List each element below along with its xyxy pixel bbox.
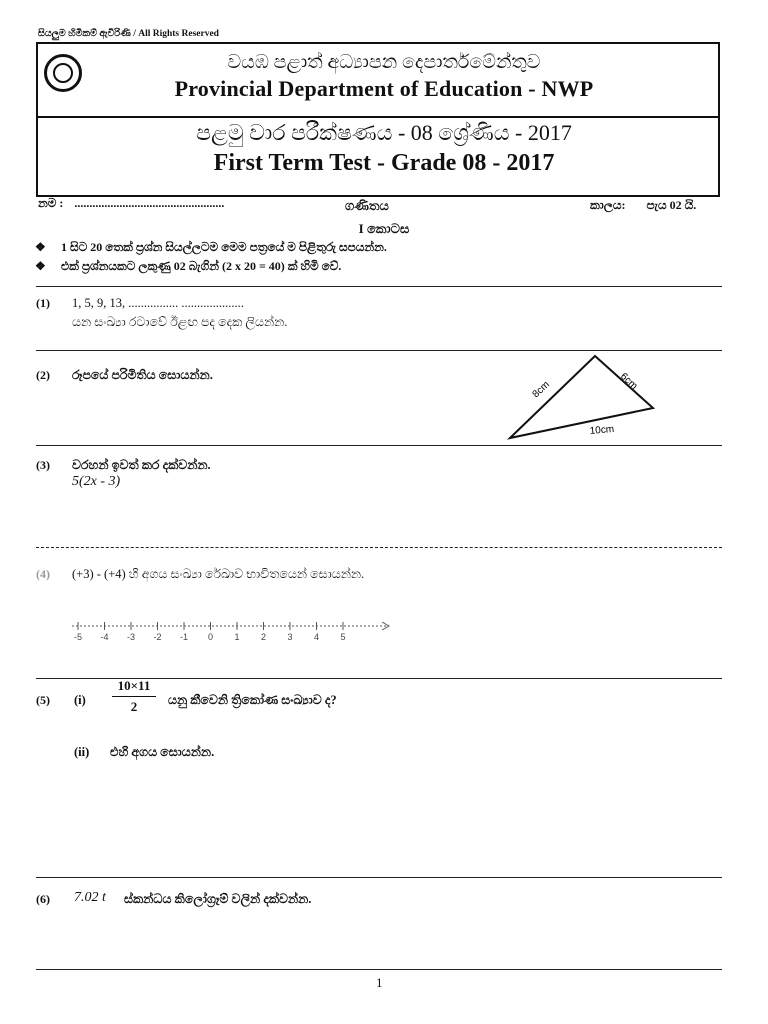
question-2-number: (2) (36, 368, 50, 382)
question-5-part-i: (i) (74, 693, 86, 707)
number-line-tick-label: -4 (100, 632, 109, 642)
side-a-label: 8cm (530, 379, 552, 401)
question-5-fraction (112, 678, 156, 715)
divider (36, 877, 722, 878)
fraction-numerator: 10×11 (117, 678, 151, 693)
number-line-tick-label: -5 (73, 632, 83, 642)
number-line (66, 618, 396, 648)
question-5-part-ii: (ii) (74, 745, 90, 759)
test-title-sinhala: පළමු වාර පරීක්ෂණය - 08 ශ්‍රේණිය - 2017 (196, 120, 572, 145)
name-dots: .................................................. (74, 196, 225, 210)
department-name-sinhala: වයඹ පළාත් අධ්‍යාපන දෙපාර්තමේන්තුව (227, 52, 541, 73)
bullet-icon: ❖ (35, 240, 46, 254)
question-4-text: (+3) - (+4) හි අගය සංඛ්‍යා රේඛාව භාවිතයෙන් සොයන්න. (72, 567, 365, 581)
footer-line (36, 969, 722, 970)
name-label: නම : (38, 196, 64, 210)
instruction-2: ❖ එක් ප්‍රශ්නයකට ලකුණු 02 බැගින් (2 x 20 = 40) ක් හිමි වේ. (35, 259, 342, 273)
time-label: කාලය: (590, 198, 626, 212)
number-line-tick-label: -2 (153, 632, 162, 642)
triangle-figure (500, 350, 670, 445)
number-line-tick-label: 3 (287, 632, 293, 642)
number-line-tick-label: 2 (260, 632, 267, 642)
divider (36, 286, 722, 287)
name-field (38, 196, 224, 211)
test-title-english: First Term Test - Grade 08 - 2017 (213, 150, 555, 176)
number-line-tick-label: -1 (179, 632, 189, 642)
question-6-number: (6) (36, 892, 50, 906)
question-1-number: (1) (36, 296, 50, 310)
time-field (590, 198, 696, 213)
number-line-tick-label: 4 (313, 632, 320, 642)
side-b-label: 6cm (617, 371, 640, 392)
question-5-text-i: යනු කීවෙනි ත්‍රිකෝණ සංඛ්‍යාව ද? (168, 693, 337, 707)
question-1-sequence: 1, 5, 9, 13, ................ .................... (72, 296, 244, 310)
fraction-denominator: 2 (130, 699, 138, 714)
question-6-text: ස්කන්ධය කිලෝග්‍රෑම් වලින් දක්වන්න. (124, 892, 312, 906)
page-number: 1 (376, 975, 383, 990)
number-line-ticks (74, 622, 346, 642)
question-3-text: වරහන් ඉවත් කර දක්වන්න. (72, 458, 211, 472)
question-6-value: 7.02 t (74, 890, 106, 905)
divider (36, 445, 722, 446)
instruction-1: ❖ 1 සිට 20 තෙක් ප්‍රශ්න සියල්ලටම මෙම පත්‍රයේ ම පිළිතුරු සපයන්න. (35, 240, 387, 254)
side-c-label: 10cm (589, 423, 615, 437)
copyright-notice: සියලුම හිමිකම් ඇවිරිණි / All Rights Reserved (38, 29, 219, 39)
department-name-english: Provincial Department of Education - NWP (174, 76, 594, 101)
question-1-text: යන සංඛ්‍යා රටාවේ ඊළඟ පද දෙක ලියන්න. (72, 315, 288, 329)
section-title: I කොටස (358, 221, 410, 236)
number-line-tick-label: 0 (207, 632, 214, 642)
question-5-number: (5) (36, 693, 50, 707)
bullet-icon: ❖ (35, 259, 46, 273)
number-line-tick-label: 1 (234, 632, 240, 642)
question-3-number: (3) (36, 458, 50, 472)
question-4-number: (4) (36, 567, 50, 581)
header-divider (38, 116, 718, 118)
subject-label: ගණිතය (345, 198, 389, 213)
question-2-text: රූපයේ පරිමිතිය සොයන්න. (72, 368, 213, 382)
number-line-tick-label: 5 (340, 632, 346, 642)
time-value: පැය 02 යි. (646, 198, 697, 212)
number-line-tick-label: -3 (126, 632, 136, 642)
question-5-text-ii: එහි අගය සොයන්න. (110, 745, 215, 759)
divider (36, 547, 722, 548)
triangle-shape (510, 356, 653, 438)
question-3-expression: 5(2x - 3) (72, 474, 121, 489)
